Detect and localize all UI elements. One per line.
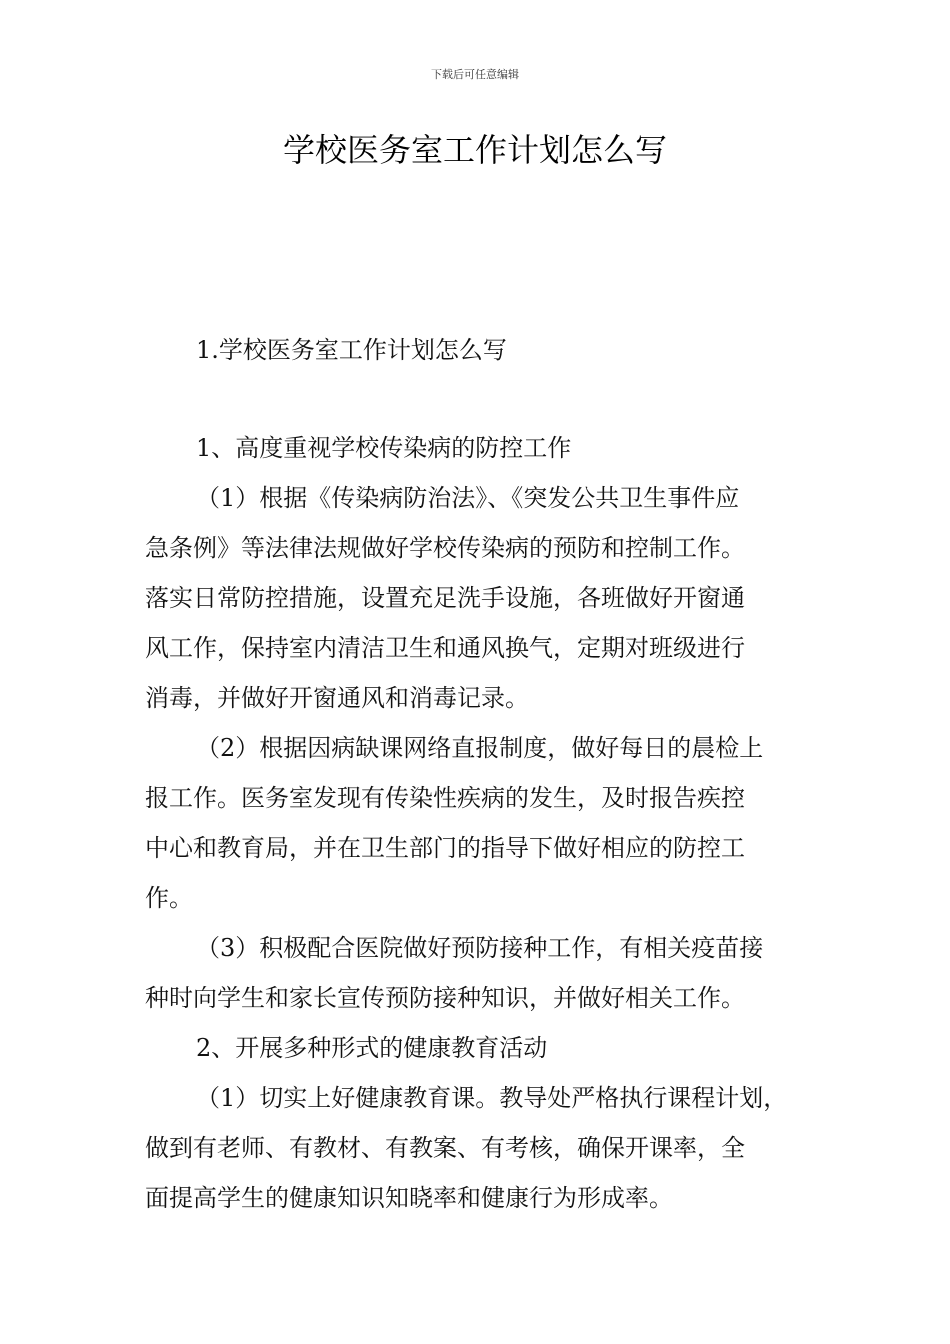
- header-note: 下载后可任意编辑: [431, 68, 519, 81]
- paragraph-line: 面提高学生的健康知识知晓率和健康行为形成率。: [145, 1184, 673, 1212]
- paragraph-line: （1）根据《传染病防治法》、《突发公共卫生事件应: [196, 484, 740, 512]
- paragraph-line: （3）积极配合医院做好预防接种工作，有相关疫苗接: [196, 934, 764, 962]
- paragraph-line: （2）根据因病缺课网络直报制度，做好每日的晨检上: [196, 734, 764, 762]
- paragraph-line: 报工作。医务室发现有传染性疾病的发生，及时报告疾控: [145, 784, 745, 812]
- document-title: 学校医务室工作计划怎么写: [282, 131, 667, 169]
- paragraph-line: 风工作，保持室内清洁卫生和通风换气，定期对班级进行: [145, 634, 745, 662]
- paragraph-line: 种时向学生和家长宣传预防接种知识，并做好相关工作。: [145, 984, 745, 1012]
- paragraph-line: （1）切实上好健康教育课。教导处严格执行课程计划，: [196, 1084, 788, 1112]
- paragraph-line: 做到有老师、有教材、有教案、有考核，确保开课率，全: [145, 1134, 745, 1162]
- section-heading: 1.学校医务室工作计划怎么写: [196, 336, 507, 364]
- subsection-heading: 1、高度重视学校传染病的防控工作: [196, 434, 572, 462]
- paragraph-line: 作。: [145, 884, 193, 912]
- paragraph-line: 中心和教育局，并在卫生部门的指导下做好相应的防控工: [145, 834, 745, 862]
- paragraph-line: 落实日常防控措施，设置充足洗手设施，各班做好开窗通: [145, 584, 745, 612]
- subsection-heading: 2、开展多种形式的健康教育活动: [196, 1034, 548, 1062]
- paragraph-line: 消毒，并做好开窗通风和消毒记录。: [145, 684, 529, 712]
- paragraph-line: 急条例》等法律法规做好学校传染病的预防和控制工作。: [145, 534, 745, 562]
